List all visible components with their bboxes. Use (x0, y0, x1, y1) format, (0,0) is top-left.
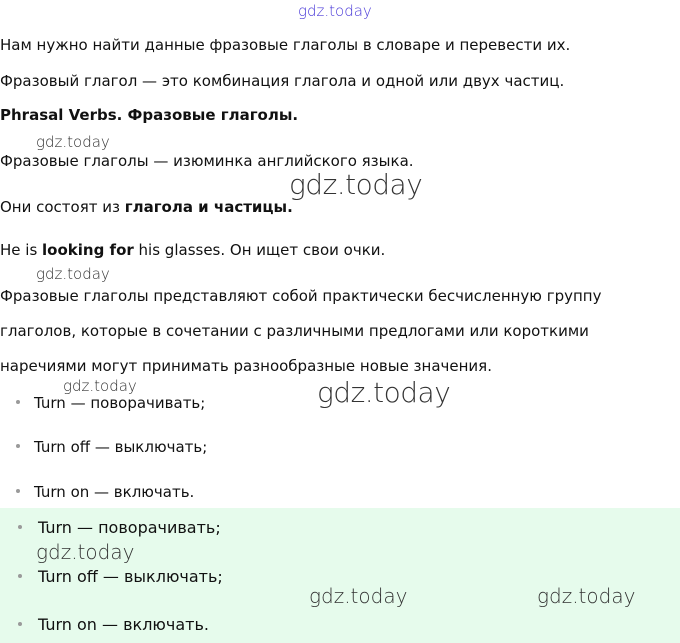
paragraph-highlight: Фразовые глаголы — изюминка английского языка. (0, 152, 414, 170)
watermark-top: gdz.today (298, 2, 372, 20)
answer-item-text: Turn — поворачивать; (38, 518, 221, 537)
answer-item (18, 518, 221, 538)
bullet-icon (16, 444, 20, 448)
list-item-text: Turn off — выключать; (34, 438, 208, 456)
watermark: gdz.today (36, 133, 110, 151)
paragraph-structure-pre: Они состоят из (0, 198, 125, 216)
list-item-text: Turn — поворачивать; (34, 394, 206, 412)
example-post: his glasses. Он ищет свои очки. (133, 241, 386, 259)
section-heading (0, 105, 298, 125)
bullet-icon (16, 489, 20, 493)
bullet-icon (18, 525, 22, 529)
list-item (16, 482, 194, 502)
section-heading-text: Phrasal Verbs. Фразовые глаголы. (0, 106, 299, 124)
paragraph-explanation-line1: Фразовые глаголы представляют собой практически бесчисленную группу (0, 287, 602, 305)
watermark: gdz.today (63, 377, 137, 395)
paragraph-structure (0, 197, 293, 217)
list-item-text: Turn on — включать. (34, 483, 195, 501)
paragraph-structure-bold: глагола и частицы. (124, 198, 293, 216)
watermark: gdz.today (309, 584, 408, 608)
watermark: gdz.today (317, 376, 451, 409)
answer-item-text: Turn on — включать. (38, 615, 209, 634)
answer-item (18, 567, 223, 587)
watermark: gdz.today (36, 540, 135, 564)
list-item (16, 437, 207, 457)
example-pre: He is (0, 241, 43, 259)
paragraph-example (0, 240, 385, 260)
bullet-icon (18, 574, 22, 578)
bullet-icon (18, 622, 22, 626)
answer-item-text: Turn off — выключать; (38, 567, 223, 586)
paragraph-definition: Фразовый глагол — это комбинация глагола и одной или двух частиц. (0, 72, 565, 90)
paragraph-explanation-line3: наречиями могут принимать разнообразные новые значения. (0, 357, 492, 375)
example-bold: looking for (42, 241, 134, 259)
paragraph-explanation-line2: глаголов, которые в сочетании с различными предлогами или короткими (0, 322, 589, 340)
list-item (16, 393, 205, 413)
paragraph-task: Нам нужно найти данные фразовые глаголы в словаре и перевести их. (0, 36, 571, 54)
watermark: gdz.today (537, 584, 636, 608)
answer-item (18, 615, 209, 635)
bullet-icon (16, 400, 20, 404)
watermark: gdz.today (289, 168, 423, 201)
watermark: gdz.today (36, 265, 110, 283)
